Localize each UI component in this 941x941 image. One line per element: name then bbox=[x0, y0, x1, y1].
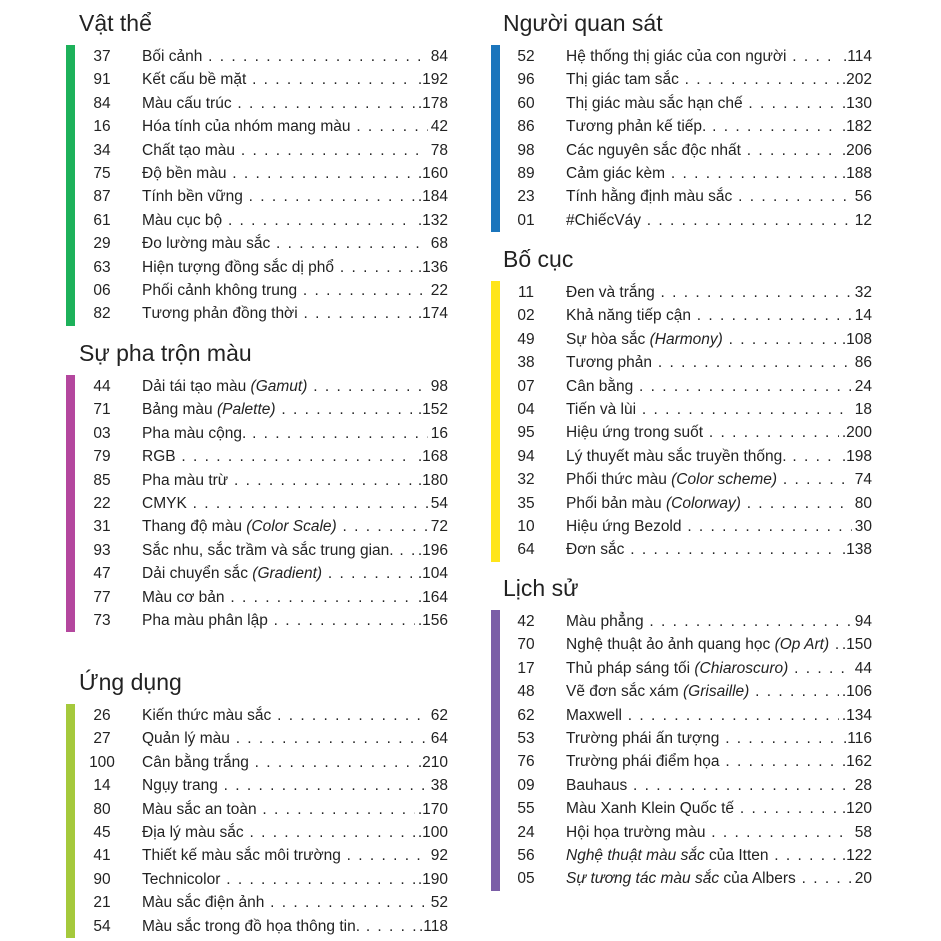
entry-number: 04 bbox=[517, 400, 535, 418]
section-title: Vật thể bbox=[79, 10, 152, 36]
entry-title: Trường phái ấn tượng .116 . . . bbox=[566, 727, 872, 750]
entry-title: Thị giác màu sắc hạn chế .130 . . . bbox=[566, 92, 872, 115]
entry-number: 44 bbox=[93, 378, 111, 395]
entry-page-number: .122 bbox=[839, 844, 872, 867]
toc-entry[interactable] bbox=[0, 375, 941, 398]
section-list bbox=[0, 281, 941, 562]
entry-title: Cân bằng trắng .210 . . . bbox=[142, 751, 448, 774]
entry-page-number: .108 bbox=[839, 328, 872, 351]
toc-entry[interactable] bbox=[0, 797, 941, 820]
entry-number: 89 bbox=[517, 164, 535, 182]
entry-title: Sắc nhu, sắc trầm và sắc trung gian. .196 . . . bbox=[142, 539, 448, 562]
entry-page-number: .136 bbox=[415, 256, 448, 279]
entry-title: Kết cấu bề mặt .192 . . . bbox=[142, 68, 448, 91]
entry-page-number: .170 bbox=[415, 798, 448, 821]
entry-title: Pha màu phân lập .156 . . . bbox=[142, 609, 448, 632]
entry-title: Bối cảnh 84 . . . bbox=[142, 45, 448, 68]
entry-page-number: .160 bbox=[415, 162, 448, 185]
toc-entry[interactable] bbox=[0, 351, 941, 374]
entry-number: 03 bbox=[93, 424, 111, 442]
entry-page-number: 98 bbox=[428, 375, 448, 398]
entry-title: Thủ pháp sáng tối (Chiaroscuro) 44 . . . bbox=[566, 657, 872, 680]
entry-number: 42 bbox=[517, 613, 535, 630]
entry-title: Nghệ thuật ảo ảnh quang học (Op Art) .150 . . . bbox=[566, 633, 872, 656]
entry-page-number: .168 bbox=[415, 445, 448, 468]
entry-page-number: 56 bbox=[852, 185, 872, 208]
entry-page-number: 62 bbox=[428, 704, 448, 727]
entry-number: 52 bbox=[517, 48, 535, 65]
entry-title: Tính hằng định màu sắc 56 . . . bbox=[566, 185, 872, 208]
entry-title: Đen và trắng 32 . . . bbox=[566, 281, 872, 304]
entry-number: 93 bbox=[93, 541, 111, 559]
entry-page-number: 20 bbox=[852, 867, 872, 890]
entry-page-number: 74 bbox=[852, 468, 872, 491]
entry-page-number: 92 bbox=[428, 844, 448, 867]
entry-page-number: .182 bbox=[839, 115, 872, 138]
entry-title: Vẽ đơn sắc xám (Grisaille) .106 . . . bbox=[566, 680, 872, 703]
entry-number: 76 bbox=[517, 753, 535, 771]
section-title: Người quan sát bbox=[503, 10, 663, 36]
entry-number: 41 bbox=[93, 847, 111, 865]
entry-title: Màu cơ bản .164 . . . bbox=[142, 586, 448, 609]
entry-page-number: .100 bbox=[415, 821, 448, 844]
entry-number: 90 bbox=[93, 870, 111, 888]
entry-title: Địa lý màu sắc .100 . . . bbox=[142, 821, 448, 844]
entry-title: Màu cấu trúc .178 . . . bbox=[142, 92, 448, 115]
entry-page-number: 24 bbox=[852, 375, 872, 398]
entry-number: 84 bbox=[93, 94, 111, 112]
toc-entry[interactable] bbox=[0, 421, 941, 444]
entry-title: Đo lường màu sắc 68 . . . bbox=[142, 232, 448, 255]
toc-entry[interactable] bbox=[0, 727, 941, 750]
entry-title: Màu Xanh Klein Quốc tế .120 . . . bbox=[566, 797, 872, 820]
entry-page-number: 86 bbox=[852, 351, 872, 374]
entry-title: Màu cục bộ .132 . . . bbox=[142, 209, 448, 232]
entry-number: 22 bbox=[93, 494, 111, 512]
toc-entry[interactable] bbox=[0, 821, 941, 844]
toc-entry[interactable] bbox=[0, 844, 941, 867]
entry-page-number: 44 bbox=[852, 657, 872, 680]
entry-number: 21 bbox=[93, 894, 111, 912]
entry-page-number: .206 bbox=[839, 139, 872, 162]
entry-title: Lý thuyết màu sắc truyền thống. .198 . . . bbox=[566, 445, 872, 468]
toc-entry[interactable] bbox=[0, 515, 941, 538]
section-bo-cuc bbox=[0, 244, 941, 562]
entry-title: Màu sắc trong đồ họa thông tin. .118 . . . bbox=[142, 915, 448, 938]
entry-title: Bauhaus 28 . . . bbox=[566, 774, 872, 797]
entry-page-number: 94 bbox=[852, 610, 872, 633]
toc-entry[interactable] bbox=[0, 657, 941, 680]
section-lich-su bbox=[0, 573, 941, 891]
entry-title: Tương phản 86 . . . bbox=[566, 351, 872, 374]
toc-entry[interactable] bbox=[0, 774, 941, 797]
entry-page-number: 18 bbox=[852, 398, 872, 421]
entry-title: RGB .168 . . . bbox=[142, 445, 448, 468]
toc-entry[interactable] bbox=[0, 45, 941, 68]
entry-title: Pha màu cộng. 16 . . . bbox=[142, 422, 448, 445]
entry-number: 45 bbox=[93, 823, 111, 841]
entry-number: 64 bbox=[517, 541, 535, 559]
entry-number: 70 bbox=[517, 636, 535, 654]
entry-number: 10 bbox=[517, 517, 535, 535]
toc-entry[interactable] bbox=[0, 445, 941, 468]
entry-title: Thiết kế màu sắc môi trường 92 . . . bbox=[142, 844, 448, 867]
section-list bbox=[0, 610, 941, 891]
section-title: Lịch sử bbox=[503, 575, 579, 601]
entry-number: 85 bbox=[93, 471, 111, 489]
entry-page-number: .162 bbox=[839, 750, 872, 773]
entry-number: 48 bbox=[517, 683, 535, 701]
toc-entry[interactable] bbox=[0, 891, 941, 914]
entry-page-number: .106 bbox=[839, 680, 872, 703]
toc-entry[interactable] bbox=[0, 92, 941, 115]
entry-number: 56 bbox=[517, 846, 535, 864]
entry-title: Maxwell .134 . . . bbox=[566, 704, 872, 727]
entry-number: 37 bbox=[93, 48, 111, 65]
toc-entry[interactable] bbox=[0, 610, 941, 633]
entry-page-number: .104 bbox=[415, 562, 448, 585]
entry-number: 26 bbox=[93, 707, 111, 724]
entry-number: 07 bbox=[517, 377, 535, 395]
entry-number: 24 bbox=[517, 823, 535, 841]
entry-page-number: .190 bbox=[415, 868, 448, 891]
entry-page-number: .114 bbox=[840, 45, 872, 68]
entry-page-number: 58 bbox=[852, 821, 872, 844]
entry-page-number: .118 bbox=[416, 915, 448, 938]
entry-number: 63 bbox=[93, 258, 111, 276]
entry-number: 96 bbox=[517, 71, 535, 89]
entry-number: 47 bbox=[93, 565, 111, 583]
entry-title: Hệ thống thị giác của con người .114 . . . bbox=[566, 45, 872, 68]
toc-entry[interactable] bbox=[0, 915, 941, 938]
entry-number: 77 bbox=[93, 588, 111, 606]
toc-entry[interactable] bbox=[0, 281, 941, 304]
entry-title: Technicolor .190 . . . bbox=[142, 868, 448, 891]
entry-title: Thang độ màu (Color Scale) 72 . . . bbox=[142, 515, 448, 538]
entry-title: Các nguyên sắc độc nhất .206 . . . bbox=[566, 139, 872, 162]
entry-title: Cân bằng 24 . . . bbox=[566, 375, 872, 398]
entry-title: Đơn sắc .138 . . . bbox=[566, 538, 872, 561]
toc-entry[interactable] bbox=[0, 468, 941, 491]
toc-entry[interactable] bbox=[0, 704, 941, 727]
entry-page-number: 78 bbox=[428, 139, 448, 162]
entry-page-number: .156 bbox=[415, 609, 448, 632]
entry-title: Bảng màu (Palette) .152 . . . bbox=[142, 398, 448, 421]
entry-title: Khả năng tiếp cận 14 . . . bbox=[566, 304, 872, 327]
entry-page-number: 12 bbox=[852, 209, 872, 232]
toc-entry[interactable] bbox=[0, 328, 941, 351]
entry-number: 98 bbox=[517, 141, 535, 159]
section-title: Ứng dụng bbox=[79, 669, 182, 695]
entry-number: 100 bbox=[89, 753, 115, 771]
section-nguoi-quan-sat bbox=[0, 8, 941, 232]
entry-page-number: 22 bbox=[428, 279, 448, 302]
toc-entry[interactable] bbox=[0, 209, 941, 232]
entry-page-number: .138 bbox=[839, 538, 872, 561]
entry-page-number: .202 bbox=[839, 68, 872, 91]
entry-page-number: 64 bbox=[428, 727, 448, 750]
entry-title: Hiệu ứng trong suốt .200 . . . bbox=[566, 421, 872, 444]
entry-number: 38 bbox=[517, 354, 535, 372]
toc-entry[interactable] bbox=[0, 139, 941, 162]
entry-title: Sự tương tác màu sắc của Albers 20 . . . bbox=[566, 867, 872, 890]
entry-title: Hiện tượng đồng sắc dị phổ .136 . . . bbox=[142, 256, 448, 279]
entry-number: 87 bbox=[93, 188, 111, 206]
entry-title: CMYK 54 . . . bbox=[142, 492, 448, 515]
entry-number: 53 bbox=[517, 729, 535, 747]
toc-entry[interactable] bbox=[0, 115, 941, 138]
entry-number: 54 bbox=[93, 917, 111, 935]
toc-entry[interactable] bbox=[0, 867, 941, 890]
entry-number: 17 bbox=[517, 659, 535, 677]
entry-page-number: 84 bbox=[428, 45, 448, 68]
entry-number: 11 bbox=[517, 284, 535, 301]
entry-number: 49 bbox=[517, 330, 535, 348]
entry-number: 61 bbox=[93, 211, 111, 229]
entry-page-number: 52 bbox=[428, 891, 448, 914]
entry-page-number: .178 bbox=[415, 92, 448, 115]
entry-page-number: 28 bbox=[852, 774, 872, 797]
entry-number: 80 bbox=[93, 800, 111, 818]
entry-number: 60 bbox=[517, 94, 535, 112]
entry-page-number: 32 bbox=[852, 281, 872, 304]
entry-number: 01 bbox=[517, 211, 535, 229]
entry-page-number: 68 bbox=[428, 232, 448, 255]
toc-entry[interactable] bbox=[0, 304, 941, 327]
toc-entry[interactable] bbox=[0, 680, 941, 703]
entry-number: 91 bbox=[93, 71, 111, 89]
entry-page-number: 54 bbox=[428, 492, 448, 515]
entry-number: 75 bbox=[93, 164, 111, 182]
entry-page-number: .174 bbox=[415, 302, 448, 325]
entry-page-number: .150 bbox=[839, 633, 872, 656]
entry-title: Hiệu ứng Bezold 30 . . . bbox=[566, 515, 872, 538]
entry-number: 29 bbox=[93, 235, 111, 253]
entry-number: 32 bbox=[517, 471, 535, 489]
entry-title: Màu phẳng 94 . . . bbox=[566, 610, 872, 633]
entry-page-number: 14 bbox=[852, 304, 872, 327]
entry-page-number: .184 bbox=[415, 185, 448, 208]
entry-number: 14 bbox=[93, 777, 111, 795]
entry-title: Màu sắc điện ảnh 52 . . . bbox=[142, 891, 448, 914]
entry-title: Kiến thức màu sắc 62 . . . bbox=[142, 704, 448, 727]
entry-page-number: .180 bbox=[415, 469, 448, 492]
entry-number: 79 bbox=[93, 448, 111, 466]
entry-title: Tính bền vững .184 . . . bbox=[142, 185, 448, 208]
entry-number: 62 bbox=[517, 706, 535, 724]
toc-entry[interactable] bbox=[0, 633, 941, 656]
entry-title: Độ bền màu .160 . . . bbox=[142, 162, 448, 185]
entry-page-number: .120 bbox=[839, 797, 872, 820]
entry-page-number: .210 bbox=[415, 751, 448, 774]
entry-page-number: .200 bbox=[839, 421, 872, 444]
entry-title: Hóa tính của nhóm mang màu 42 . . . bbox=[142, 115, 448, 138]
entry-number: 34 bbox=[93, 141, 111, 159]
entry-title: #ChiếcVáy 12 . . . bbox=[566, 209, 872, 232]
entry-title: Ngụy trang 38 . . . bbox=[142, 774, 448, 797]
entry-number: 94 bbox=[517, 447, 535, 465]
entry-page-number: .164 bbox=[415, 586, 448, 609]
entry-number: 23 bbox=[517, 188, 535, 206]
section-title: Bố cục bbox=[503, 246, 574, 272]
entry-title: Chất tạo màu 78 . . . bbox=[142, 139, 448, 162]
entry-page-number: 80 bbox=[852, 492, 872, 515]
entry-number: 73 bbox=[93, 611, 111, 629]
entry-page-number: .198 bbox=[839, 445, 872, 468]
entry-number: 09 bbox=[517, 776, 535, 794]
toc-entry[interactable] bbox=[0, 398, 941, 421]
entry-title: Sự hòa sắc (Harmony) .108 . . . bbox=[566, 328, 872, 351]
entry-title: Tiến và lùi 18 . . . bbox=[566, 398, 872, 421]
entry-number: 35 bbox=[517, 494, 535, 512]
entry-number: 82 bbox=[93, 305, 111, 323]
toc-entry[interactable] bbox=[0, 185, 941, 208]
entry-page-number: .152 bbox=[415, 398, 448, 421]
entry-page-number: .132 bbox=[415, 209, 448, 232]
entry-number: 05 bbox=[517, 870, 535, 888]
entry-title: Trường phái điểm họa .162 . . . bbox=[566, 750, 872, 773]
entry-page-number: .188 bbox=[839, 162, 872, 185]
entry-title: Hội họa trường màu 58 . . . bbox=[566, 821, 872, 844]
entry-number: 86 bbox=[517, 118, 535, 136]
entry-title: Cảm giác kèm .188 . . . bbox=[566, 162, 872, 185]
entry-title: Phối thức màu (Color scheme) 74 . . . bbox=[566, 468, 872, 491]
toc-entry[interactable] bbox=[0, 162, 941, 185]
entry-title: Quản lý màu 64 . . . bbox=[142, 727, 448, 750]
toc-entry[interactable] bbox=[0, 492, 941, 515]
entry-number: 27 bbox=[93, 730, 111, 748]
entry-number: 02 bbox=[517, 307, 535, 325]
entry-page-number: 16 bbox=[428, 422, 448, 445]
entry-page-number: .130 bbox=[839, 92, 872, 115]
entry-number: 31 bbox=[93, 518, 111, 536]
entry-page-number: 72 bbox=[428, 515, 448, 538]
entry-page-number: 30 bbox=[852, 515, 872, 538]
entry-title: Dải chuyển sắc (Gradient) .104 . . . bbox=[142, 562, 448, 585]
entry-title: Tương phản đồng thời .174 . . . bbox=[142, 302, 448, 325]
entry-title: Thị giác tam sắc .202 . . . bbox=[566, 68, 872, 91]
entry-title: Nghệ thuật màu sắc của Itten .122 . . . bbox=[566, 844, 872, 867]
entry-page-number: .116 bbox=[840, 727, 872, 750]
section-title: Sự pha trộn màu bbox=[79, 340, 252, 366]
toc-entry[interactable] bbox=[0, 68, 941, 91]
entry-page-number: .134 bbox=[839, 704, 872, 727]
toc-entry[interactable] bbox=[0, 750, 941, 773]
entry-number: 71 bbox=[93, 401, 111, 419]
entry-number: 55 bbox=[517, 800, 535, 818]
entry-number: 95 bbox=[517, 424, 535, 442]
entry-number: 16 bbox=[93, 118, 111, 136]
entry-title: Phối bản màu (Colorway) 80 . . . bbox=[566, 492, 872, 515]
entry-title: Pha màu trừ .180 . . . bbox=[142, 469, 448, 492]
entry-page-number: 38 bbox=[428, 774, 448, 797]
entry-title: Dải tái tạo màu (Gamut) 98 . . . bbox=[142, 375, 448, 398]
entry-number: 06 bbox=[93, 281, 111, 299]
entry-title: Phối cảnh không trung 22 . . . bbox=[142, 279, 448, 302]
entry-page-number: .196 bbox=[415, 539, 448, 562]
entry-title: Tương phản kế tiếp. .182 . . . bbox=[566, 115, 872, 138]
entry-page-number: 42 bbox=[428, 115, 448, 138]
section-list bbox=[0, 45, 941, 232]
entry-title: Màu sắc an toàn .170 . . . bbox=[142, 798, 448, 821]
toc-entry[interactable] bbox=[0, 538, 941, 561]
entry-page-number: .192 bbox=[415, 68, 448, 91]
